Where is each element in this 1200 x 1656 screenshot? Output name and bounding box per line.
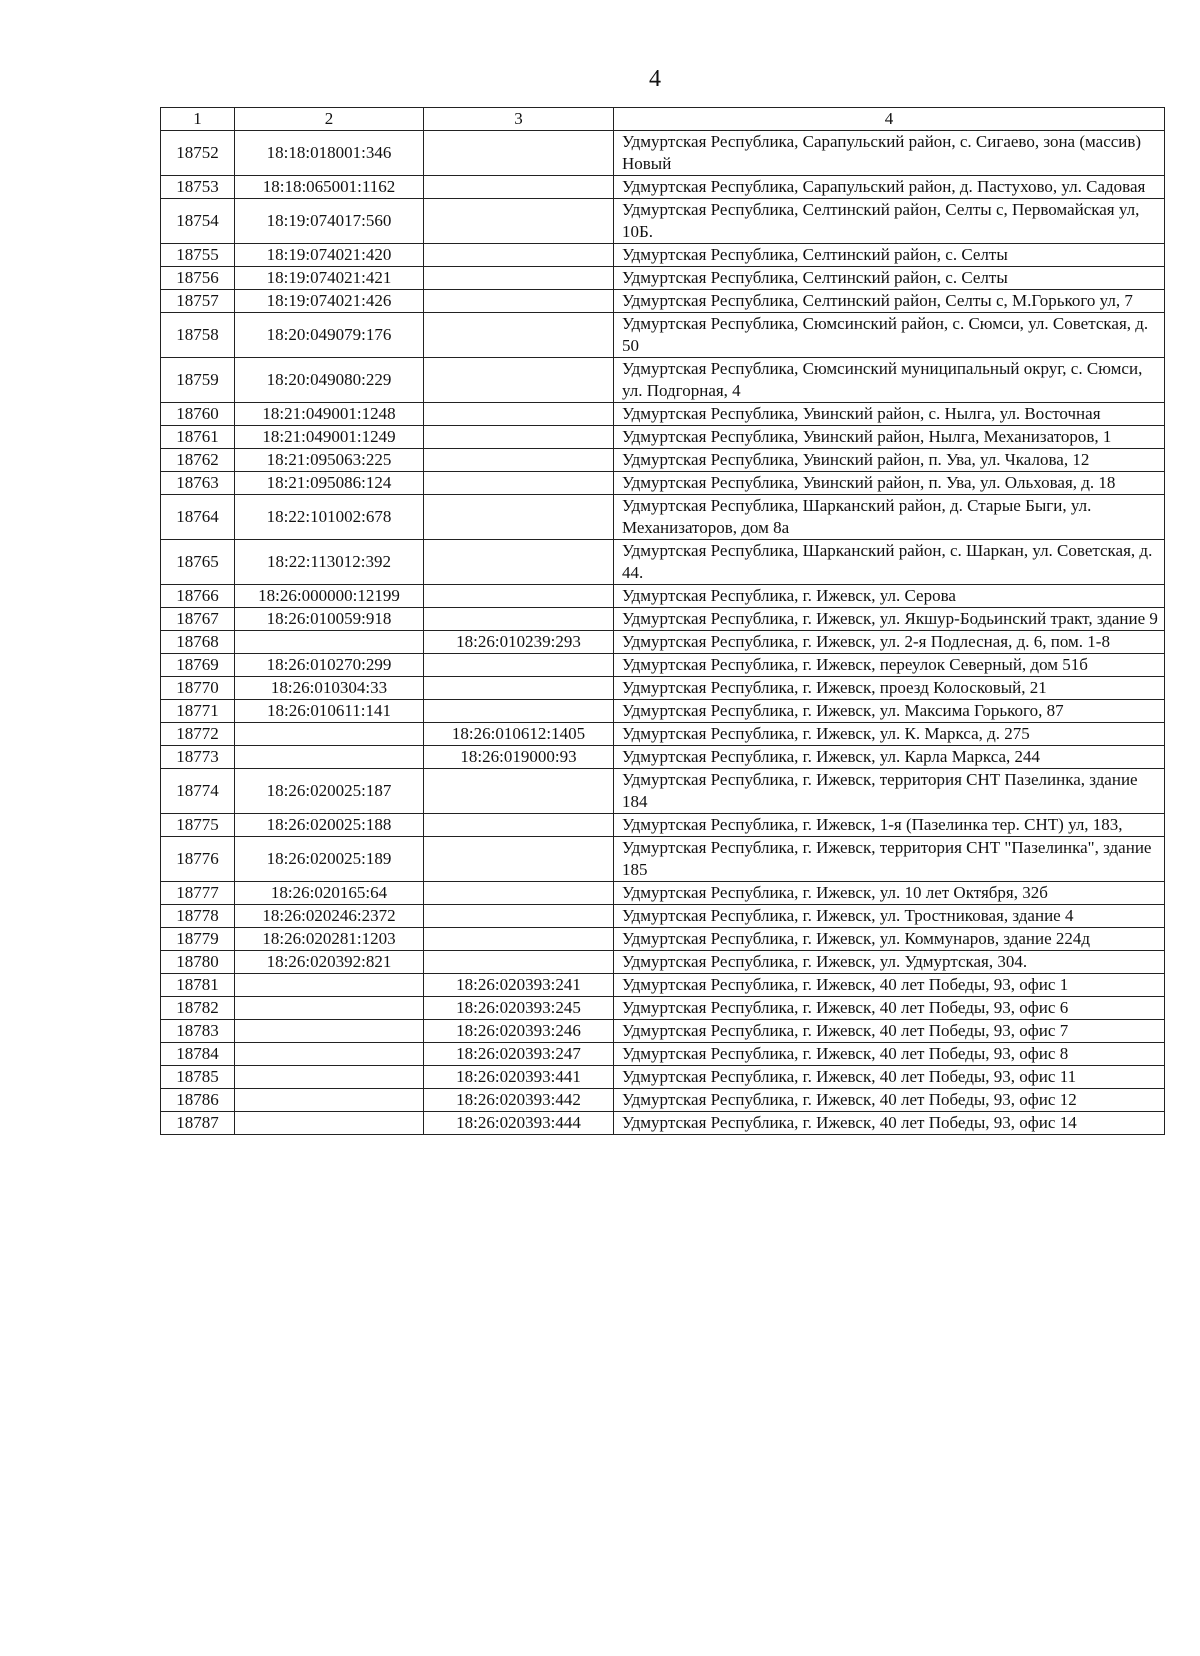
table-row [161,769,1165,814]
cadastral-number-alt-cell: 18:26:010612:1405 [424,723,614,746]
address-cell: Удмуртская Республика, Сюмсинский район, с. Сюмси, ул. Советская, д. 50 [614,313,1165,358]
table-row [161,403,1165,426]
cadastral-number-alt-cell [424,769,614,814]
row-number-cell: 18757 [161,290,235,313]
cadastral-number-alt-cell [424,814,614,837]
table-row [161,199,1165,244]
cadastral-number-alt-cell [424,495,614,540]
table-row [161,905,1165,928]
column-header: 3 [424,108,614,131]
table-row [161,1020,1165,1043]
address-cell: Удмуртская Республика, Селтинский район, Селты с, М.Горького ул, 7 [614,290,1165,313]
address-cell: Удмуртская Республика, г. Ижевск, 40 лет Победы, 93, офис 8 [614,1043,1165,1066]
table-row [161,290,1165,313]
table-row [161,974,1165,997]
row-number-cell: 18783 [161,1020,235,1043]
cadastral-number-alt-cell: 18:26:019000:93 [424,746,614,769]
cadastral-number-alt-cell [424,472,614,495]
cadastral-number-alt-cell [424,267,614,290]
page-number: 4 [649,66,661,92]
table-row [161,654,1165,677]
cadastral-number-cell: 18:26:010611:141 [235,700,424,723]
row-number-cell: 18764 [161,495,235,540]
address-cell: Удмуртская Республика, Сарапульский район, д. Пастухово, ул. Садовая [614,176,1165,199]
registry-table [160,107,1165,1135]
table-row [161,882,1165,905]
row-number-cell: 18775 [161,814,235,837]
cadastral-number-cell [235,1089,424,1112]
cadastral-number-alt-cell [424,131,614,176]
row-number-cell: 18782 [161,997,235,1020]
table-row [161,677,1165,700]
address-cell: Удмуртская Республика, г. Ижевск, 40 лет Победы, 93, офис 7 [614,1020,1165,1043]
cadastral-number-cell: 18:18:065001:1162 [235,176,424,199]
table-row [161,358,1165,403]
table-row [161,951,1165,974]
row-number-cell: 18784 [161,1043,235,1066]
row-number-cell: 18777 [161,882,235,905]
cadastral-number-cell [235,974,424,997]
row-number-cell: 18765 [161,540,235,585]
column-header: 4 [614,108,1165,131]
row-number-cell: 18755 [161,244,235,267]
row-number-cell: 18787 [161,1112,235,1135]
address-cell: Удмуртская Республика, Увинский район, п. Ува, ул. Чкалова, 12 [614,449,1165,472]
cadastral-number-cell: 18:21:049001:1249 [235,426,424,449]
table-row [161,928,1165,951]
row-number-cell: 18760 [161,403,235,426]
row-number-cell: 18780 [161,951,235,974]
row-number-cell: 18759 [161,358,235,403]
address-cell: Удмуртская Республика, Селтинский район, с. Селты [614,244,1165,267]
table-row [161,267,1165,290]
cadastral-number-alt-cell [424,426,614,449]
address-cell: Удмуртская Республика, г. Ижевск, 40 лет Победы, 93, офис 1 [614,974,1165,997]
cadastral-number-cell [235,1043,424,1066]
cadastral-number-alt-cell: 18:26:020393:441 [424,1066,614,1089]
cadastral-number-alt-cell [424,951,614,974]
cadastral-number-alt-cell [424,358,614,403]
cadastral-number-cell [235,1112,424,1135]
row-number-cell: 18761 [161,426,235,449]
row-number-cell: 18774 [161,769,235,814]
row-number-cell: 18762 [161,449,235,472]
cadastral-number-cell: 18:19:074021:421 [235,267,424,290]
cadastral-number-cell: 18:20:049079:176 [235,313,424,358]
cadastral-number-alt-cell: 18:26:020393:442 [424,1089,614,1112]
address-cell: Удмуртская Республика, г. Ижевск, ул. 10 лет Октября, 32б [614,882,1165,905]
address-cell: Удмуртская Республика, г. Ижевск, ул. Карла Маркса, 244 [614,746,1165,769]
address-cell: Удмуртская Республика, г. Ижевск, 1-я (Пазелинка тер. СНТ) ул, 183, [614,814,1165,837]
cadastral-number-cell: 18:21:095063:225 [235,449,424,472]
cadastral-number-cell: 18:26:020025:187 [235,769,424,814]
cadastral-number-alt-cell [424,677,614,700]
cadastral-number-cell [235,997,424,1020]
cadastral-number-alt-cell [424,585,614,608]
cadastral-number-cell: 18:26:020165:64 [235,882,424,905]
cadastral-number-alt-cell: 18:26:010239:293 [424,631,614,654]
cadastral-number-cell [235,746,424,769]
row-number-cell: 18769 [161,654,235,677]
cadastral-number-alt-cell [424,837,614,882]
table-row [161,426,1165,449]
table-row [161,723,1165,746]
address-cell: Удмуртская Республика, Увинский район, Нылга, Механизаторов, 1 [614,426,1165,449]
cadastral-number-cell: 18:26:020392:821 [235,951,424,974]
row-number-cell: 18754 [161,199,235,244]
address-cell: Удмуртская Республика, Сарапульский район, с. Сигаево, зона (массив) Новый [614,131,1165,176]
cadastral-number-alt-cell: 18:26:020393:444 [424,1112,614,1135]
cadastral-number-cell: 18:22:101002:678 [235,495,424,540]
row-number-cell: 18786 [161,1089,235,1112]
cadastral-number-alt-cell [424,176,614,199]
cadastral-number-cell: 18:19:074021:426 [235,290,424,313]
row-number-cell: 18753 [161,176,235,199]
row-number-cell: 18767 [161,608,235,631]
address-cell: Удмуртская Республика, г. Ижевск, 40 лет Победы, 93, офис 12 [614,1089,1165,1112]
table-row [161,176,1165,199]
row-number-cell: 18770 [161,677,235,700]
table-row [161,449,1165,472]
table-row [161,244,1165,267]
cadastral-number-cell: 18:18:018001:346 [235,131,424,176]
table-header-row [161,108,1165,131]
cadastral-number-cell: 18:26:010059:918 [235,608,424,631]
table-row [161,631,1165,654]
cadastral-number-cell: 18:19:074021:420 [235,244,424,267]
address-cell: Удмуртская Республика, Селтинский район, Селты с, Первомайская ул, 10Б. [614,199,1165,244]
row-number-cell: 18771 [161,700,235,723]
cadastral-number-cell [235,1020,424,1043]
cadastral-number-cell: 18:22:113012:392 [235,540,424,585]
table-row [161,585,1165,608]
cadastral-number-alt-cell [424,905,614,928]
address-cell: Удмуртская Республика, Увинский район, с. Нылга, ул. Восточная [614,403,1165,426]
table-row [161,540,1165,585]
table-row [161,495,1165,540]
table-row [161,700,1165,723]
address-cell: Удмуртская Республика, г. Ижевск, ул. Удмуртская, 304. [614,951,1165,974]
address-cell: Удмуртская Республика, г. Ижевск, 40 лет Победы, 93, офис 14 [614,1112,1165,1135]
address-cell: Удмуртская Республика, г. Ижевск, территория СНТ "Пазелинка", здание 185 [614,837,1165,882]
cadastral-number-alt-cell [424,654,614,677]
address-cell: Удмуртская Республика, г. Ижевск, ул. Тростниковая, здание 4 [614,905,1165,928]
address-cell: Удмуртская Республика, г. Ижевск, территория СНТ Пазелинка, здание 184 [614,769,1165,814]
cadastral-number-alt-cell [424,608,614,631]
address-cell: Удмуртская Республика, Селтинский район, с. Селты [614,267,1165,290]
row-number-cell: 18763 [161,472,235,495]
cadastral-number-alt-cell [424,244,614,267]
row-number-cell: 18781 [161,974,235,997]
column-header: 2 [235,108,424,131]
address-cell: Удмуртская Республика, г. Ижевск, ул. Якшур-Бодьинский тракт, здание 9 [614,608,1165,631]
table-row [161,1089,1165,1112]
table-row [161,1066,1165,1089]
cadastral-number-alt-cell [424,449,614,472]
address-cell: Удмуртская Республика, Шарканский район, д. Старые Быги, ул. Механизаторов, дом 8а [614,495,1165,540]
cadastral-number-cell: 18:26:000000:12199 [235,585,424,608]
cadastral-number-alt-cell [424,540,614,585]
cadastral-number-alt-cell: 18:26:020393:245 [424,997,614,1020]
address-cell: Удмуртская Республика, г. Ижевск, ул. К. Маркса, д. 275 [614,723,1165,746]
table-row [161,997,1165,1020]
cadastral-number-cell: 18:26:020246:2372 [235,905,424,928]
cadastral-number-cell: 18:21:049001:1248 [235,403,424,426]
address-cell: Удмуртская Республика, г. Ижевск, 40 лет Победы, 93, офис 11 [614,1066,1165,1089]
table-row [161,131,1165,176]
cadastral-number-cell [235,1066,424,1089]
cadastral-number-alt-cell [424,403,614,426]
column-header: 1 [161,108,235,131]
table-row [161,814,1165,837]
address-cell: Удмуртская Республика, г. Ижевск, ул. Максима Горького, 87 [614,700,1165,723]
cadastral-number-alt-cell [424,290,614,313]
cadastral-number-alt-cell: 18:26:020393:246 [424,1020,614,1043]
address-cell: Удмуртская Республика, г. Ижевск, ул. Коммунаров, здание 224д [614,928,1165,951]
cadastral-number-alt-cell [424,882,614,905]
address-cell: Удмуртская Республика, г. Ижевск, переулок Северный, дом 51б [614,654,1165,677]
row-number-cell: 18779 [161,928,235,951]
cadastral-number-alt-cell: 18:26:020393:241 [424,974,614,997]
row-number-cell: 18785 [161,1066,235,1089]
address-cell: Удмуртская Республика, г. Ижевск, 40 лет Победы, 93, офис 6 [614,997,1165,1020]
row-number-cell: 18776 [161,837,235,882]
address-cell: Удмуртская Республика, Увинский район, п. Ува, ул. Ольховая, д. 18 [614,472,1165,495]
cadastral-number-cell [235,631,424,654]
cadastral-number-alt-cell [424,928,614,951]
row-number-cell: 18778 [161,905,235,928]
cadastral-number-alt-cell: 18:26:020393:247 [424,1043,614,1066]
address-cell: Удмуртская Республика, г. Ижевск, ул. 2-я Подлесная, д. 6, пом. 1-8 [614,631,1165,654]
cadastral-number-alt-cell [424,199,614,244]
address-cell: Удмуртская Республика, Сюмсинский муниципальный округ, с. Сюмси, ул. Подгорная, 4 [614,358,1165,403]
row-number-cell: 18766 [161,585,235,608]
address-cell: Удмуртская Республика, Шарканский район, с. Шаркан, ул. Советская, д. 44. [614,540,1165,585]
cadastral-number-cell: 18:26:020025:188 [235,814,424,837]
address-cell: Удмуртская Республика, г. Ижевск, ул. Серова [614,585,1165,608]
table-row [161,608,1165,631]
table-row [161,313,1165,358]
cadastral-number-cell: 18:19:074017:560 [235,199,424,244]
cadastral-number-cell: 18:26:020025:189 [235,837,424,882]
cadastral-number-cell: 18:26:010270:299 [235,654,424,677]
cadastral-number-cell: 18:20:049080:229 [235,358,424,403]
cadastral-number-cell: 18:26:010304:33 [235,677,424,700]
address-cell: Удмуртская Республика, г. Ижевск, проезд Колосковый, 21 [614,677,1165,700]
table-row [161,746,1165,769]
table-row [161,837,1165,882]
row-number-cell: 18768 [161,631,235,654]
row-number-cell: 18756 [161,267,235,290]
row-number-cell: 18752 [161,131,235,176]
row-number-cell: 18758 [161,313,235,358]
cadastral-number-alt-cell [424,313,614,358]
cadastral-number-alt-cell [424,700,614,723]
table-row [161,472,1165,495]
cadastral-number-cell [235,723,424,746]
row-number-cell: 18773 [161,746,235,769]
row-number-cell: 18772 [161,723,235,746]
cadastral-number-cell: 18:21:095086:124 [235,472,424,495]
table-row [161,1112,1165,1135]
cadastral-number-cell: 18:26:020281:1203 [235,928,424,951]
table-row [161,1043,1165,1066]
